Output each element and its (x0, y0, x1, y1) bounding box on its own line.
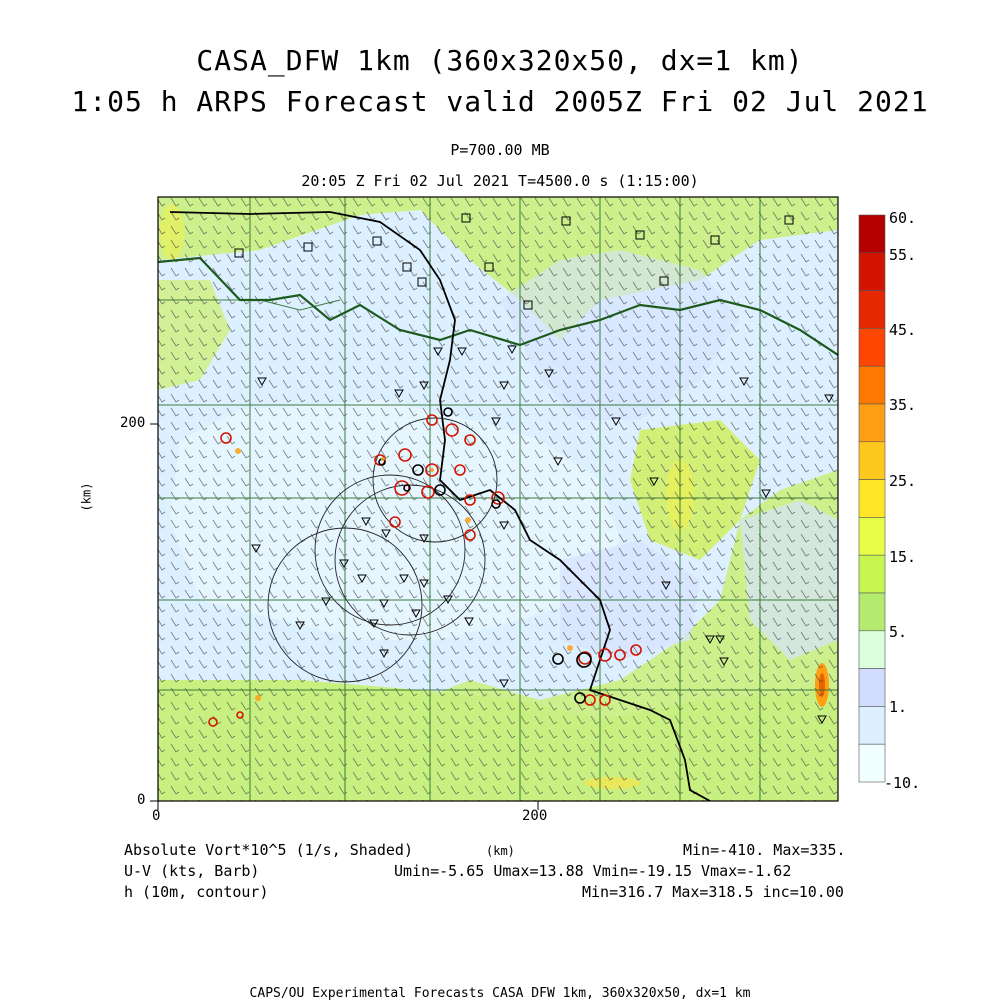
colorbar-label-60: 60. (889, 209, 917, 227)
legend-field-vorticity: Absolute Vort*10^5 (1/s, Shaded) (124, 841, 413, 859)
colorbar-swatch (859, 404, 885, 442)
colorbar-swatch (859, 555, 885, 593)
colorbar-swatch (859, 328, 885, 366)
colorbar-swatch (859, 706, 885, 744)
colorbar-swatch (859, 744, 885, 782)
x-tick-200: 200 (522, 808, 548, 824)
colorbar-swatch (859, 669, 885, 707)
colorbar-label-5: 5. (889, 623, 908, 641)
y-tick-200: 200 (120, 415, 146, 431)
colorbar-swatch (859, 480, 885, 518)
colorbar-swatch (859, 253, 885, 291)
legend-field-wind: U-V (kts, Barb) (124, 862, 260, 880)
colorbar-swatch (859, 442, 885, 480)
legend-stats-vorticity: Min=-410. Max=335. (683, 841, 846, 859)
figure-title-line-2: 1:05 h ARPS Forecast valid 2005Z Fri 02 Jul 2021 (71, 85, 929, 118)
colorbar-label-1: 1. (889, 698, 908, 716)
colorbar-label-35: 35. (889, 396, 917, 414)
colorbar-swatch (859, 517, 885, 555)
y-axis-unit: (km) (79, 482, 94, 512)
x-tick-0: 0 (152, 808, 161, 824)
colorbar-swatch (859, 366, 885, 404)
y-tick-0: 0 (137, 792, 146, 808)
legend-stats-wind: Umin=-5.65 Umax=13.88 Vmin=-19.15 Vmax=-1.62 (394, 862, 792, 880)
colorbar-swatch (859, 291, 885, 329)
pressure-level-label: P=700.00 MB (450, 141, 550, 159)
colorbar-label-15: 15. (889, 548, 917, 566)
footer-credit: CAPS/OU Experimental Forecasts CASA DFW 1km, 360x320x50, dx=1 km (249, 986, 751, 1001)
colorbar (859, 215, 885, 782)
colorbar-label-45: 45. (889, 321, 917, 339)
colorbar-swatch (859, 593, 885, 631)
colorbar-label-55: 55. (889, 246, 917, 264)
colorbar-label-neg10: -10. (884, 774, 921, 792)
valid-time-label: 20:05 Z Fri 02 Jul 2021 T=4500.0 s (1:15:00) (301, 172, 699, 190)
legend-stats-height: Min=316.7 Max=318.5 inc=10.00 (582, 883, 844, 901)
colorbar-swatch (859, 631, 885, 669)
colorbar-label-25: 25. (889, 472, 917, 490)
legend-field-height: h (10m, contour) (124, 883, 269, 901)
x-axis-unit: (km) (486, 844, 515, 858)
figure-title-line-1: CASA_DFW 1km (360x320x50, dx=1 km) (196, 44, 804, 77)
colorbar-swatch (859, 215, 885, 253)
vorticity-field (158, 197, 838, 801)
